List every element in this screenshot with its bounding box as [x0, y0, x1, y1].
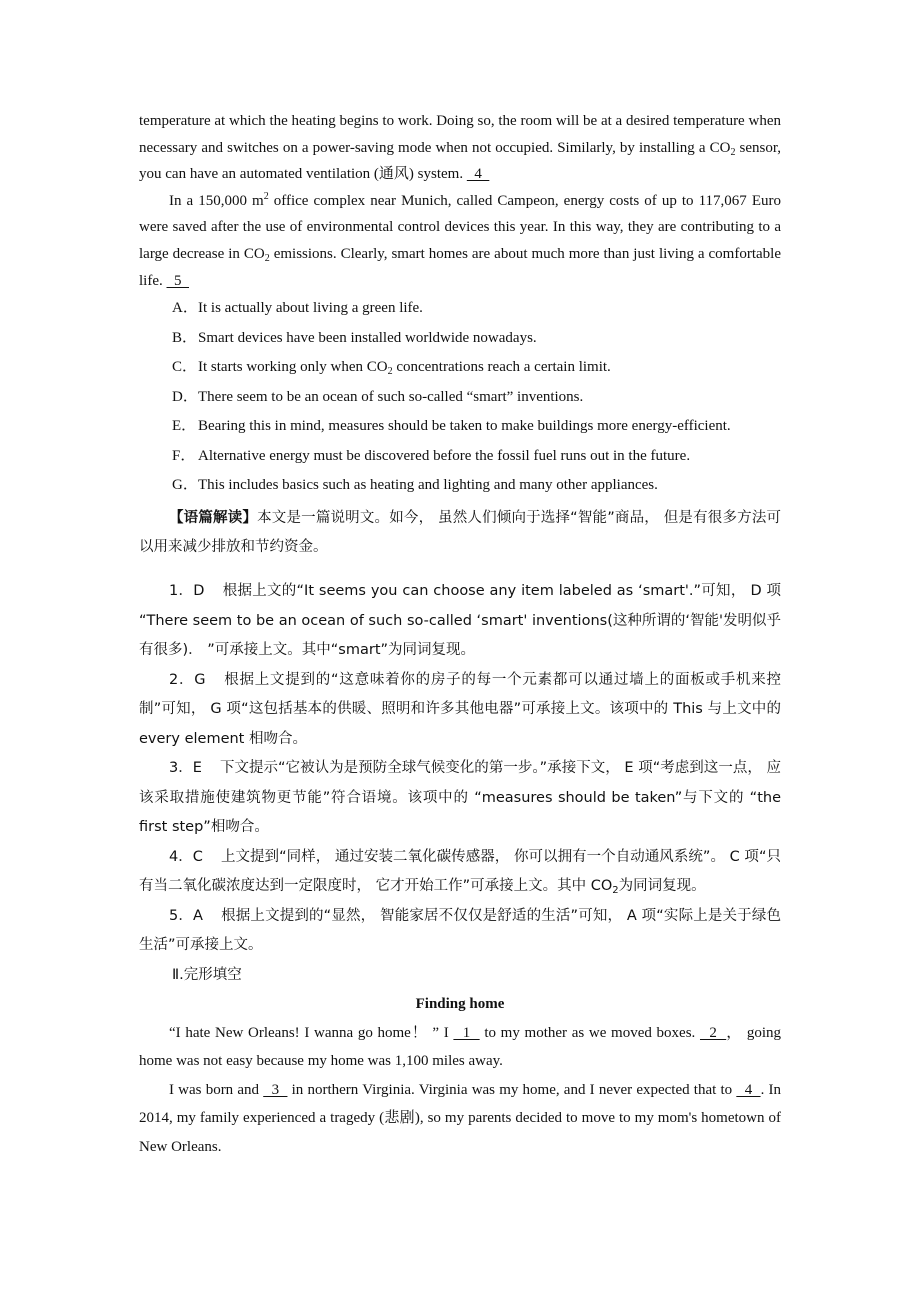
story-title: Finding home [415, 995, 505, 1012]
story-text: to my mother as we moved boxes. [479, 1024, 700, 1041]
section-heading: Ⅱ.完形填空 [172, 966, 242, 983]
option-text: It starts working only when CO [198, 359, 388, 376]
option-e [139, 412, 781, 442]
option-letter: E． [172, 418, 197, 435]
explanation-text: 上文提到“同样， 通过安装二氧化碳传感器， 你可以拥有一个自动通风系统”。 C 项“只有当二氧化碳浓度达到一定限度时， 它才开始工作”可承接上文。其中 CO [139, 848, 781, 895]
story-text: I was born and [169, 1081, 264, 1098]
blank-3: 3 [263, 1081, 288, 1098]
blank-1: 1 [453, 1024, 480, 1041]
option-text: It is actually about living a green life. [198, 300, 423, 317]
story-text: . In 2014, my family experienced a tragedy (悲剧), so my parents decided to move to my mom's hometown of New Orleans. [139, 1081, 781, 1155]
option-letter: F． [172, 447, 196, 464]
blank-4: 4 [736, 1081, 761, 1098]
story-paragraph [139, 1019, 781, 1076]
option-g [139, 471, 781, 501]
explanation-number: 1．D [169, 583, 205, 600]
explanation-1 [139, 577, 781, 666]
story-text: “I hate New Orleans! I wanna go home！ ” I [169, 1024, 454, 1041]
option-letter: A． [172, 300, 198, 317]
option-d [139, 383, 781, 413]
option-text: Smart devices have been installed worldwide nowadays. [198, 329, 537, 346]
blank-2: 2 [699, 1024, 727, 1041]
blank-5: 5 [166, 272, 189, 289]
explanation-number: 5．A [169, 907, 203, 924]
explanation-text: 根据上文的“It seems you can choose any item labeled as ‘smart'.”可知， D 项 “There seem to be an ocean of such so-called ‘smart' inventions(这种所谓的‘智能'发明似乎有很多)． ”可承接上文。其中“smart”为同词复现。 [139, 583, 782, 659]
explanation-text: 为同词复现。 [618, 878, 706, 895]
subscript: 2 [612, 885, 619, 897]
explanation-number: 3．E [169, 760, 202, 777]
explanation-2 [139, 666, 781, 755]
option-letter: B． [172, 329, 198, 346]
subscript: 2 [264, 252, 270, 264]
cloze-story [139, 1019, 781, 1162]
blank-4: 4 [466, 166, 490, 183]
explanation-text: 根据上文提到的“这意味着你的房子的每一个元素都可以通过墙上的面板或手机来控制”可知， G 项“这包括基本的供暖、照明和许多其他电器”可承接上文。该项中的 This 与上文中的 every element 相吻合。 [139, 671, 781, 747]
explanation-text: 根据上文提到的“显然， 智能家居不仅仅是舒适的生活”可知， A 项“实际上是关于绿色生活”可承接上文。 [139, 907, 781, 954]
story-paragraph [139, 1076, 781, 1162]
subscript: 2 [387, 366, 393, 378]
option-a [139, 294, 781, 324]
option-letter: C． [172, 359, 198, 376]
paragraph-text: temperature at which the heating begins to work. Doing so, the room will be at a desired temperature when necessary and switches on a power-saving mode when not occupied. Similarly, by installing a CO [139, 113, 781, 156]
passage-paragraph [139, 188, 781, 294]
option-letter: G． [172, 477, 198, 494]
explanation-number: 2．G [169, 671, 206, 688]
paragraph-text: emissions. Clearly, smart homes are about much more than just living a comfortable life. [139, 245, 781, 289]
subscript: 2 [730, 146, 736, 158]
option-c [139, 353, 781, 383]
option-text: Alternative energy must be discovered before the fossil fuel runs out in the future. [198, 447, 691, 464]
paragraph-text: office complex near Munich, called Campeon, energy costs of up to 117,067 Euro were saved after the use of environmental control devices this year. In this way, they are contributing to a large decrease in CO [139, 192, 781, 262]
paragraph-text: In a 150,000 m [169, 192, 264, 209]
explanation-3 [139, 754, 781, 843]
explanation-text: 下文提示“它被认为是预防全球气候变化的第一步。”承接下文， E 项“考虑到这一点， 应该采取措施使建筑物更节能”符合语境。该项中的 “measures should be taken”与下文的 “the first step”相吻合。 [139, 760, 781, 836]
option-text: This includes basics such as heating and lighting and many other appliances. [198, 477, 658, 494]
story-text: ， going home was not easy because my home was 1,100 miles away. [139, 1024, 782, 1070]
option-b [139, 324, 781, 354]
paragraph-text: sensor, you can have an automated ventilation (通风) system. [139, 139, 781, 183]
explanation-4 [139, 843, 781, 902]
option-f [139, 442, 781, 472]
option-text: Bearing this in mind, measures should be taken to make buildings more energy-efficient. [198, 418, 731, 435]
document-page [139, 108, 781, 1161]
passage-analysis [139, 504, 781, 563]
option-text: There seem to be an ocean of such so-called “smart” inventions. [198, 388, 584, 405]
passage-paragraph [139, 108, 781, 188]
superscript: 2 [263, 190, 269, 202]
analysis-title: 【语篇解读】 [169, 509, 258, 526]
story-text: in northern Virginia. Virginia was my home, and I never expected that to [287, 1081, 737, 1098]
explanation-5 [139, 902, 781, 961]
option-text: concentrations reach a certain limit. [392, 359, 611, 376]
analysis-text: 本文是一篇说明文。如今， 虽然人们倾向于选择“智能”商品， 但是有很多方法可以用来减少排放和节约资金。 [139, 509, 782, 556]
option-letter: D． [172, 388, 198, 405]
explanation-number: 4．C [169, 848, 203, 865]
answer-options [139, 294, 781, 501]
